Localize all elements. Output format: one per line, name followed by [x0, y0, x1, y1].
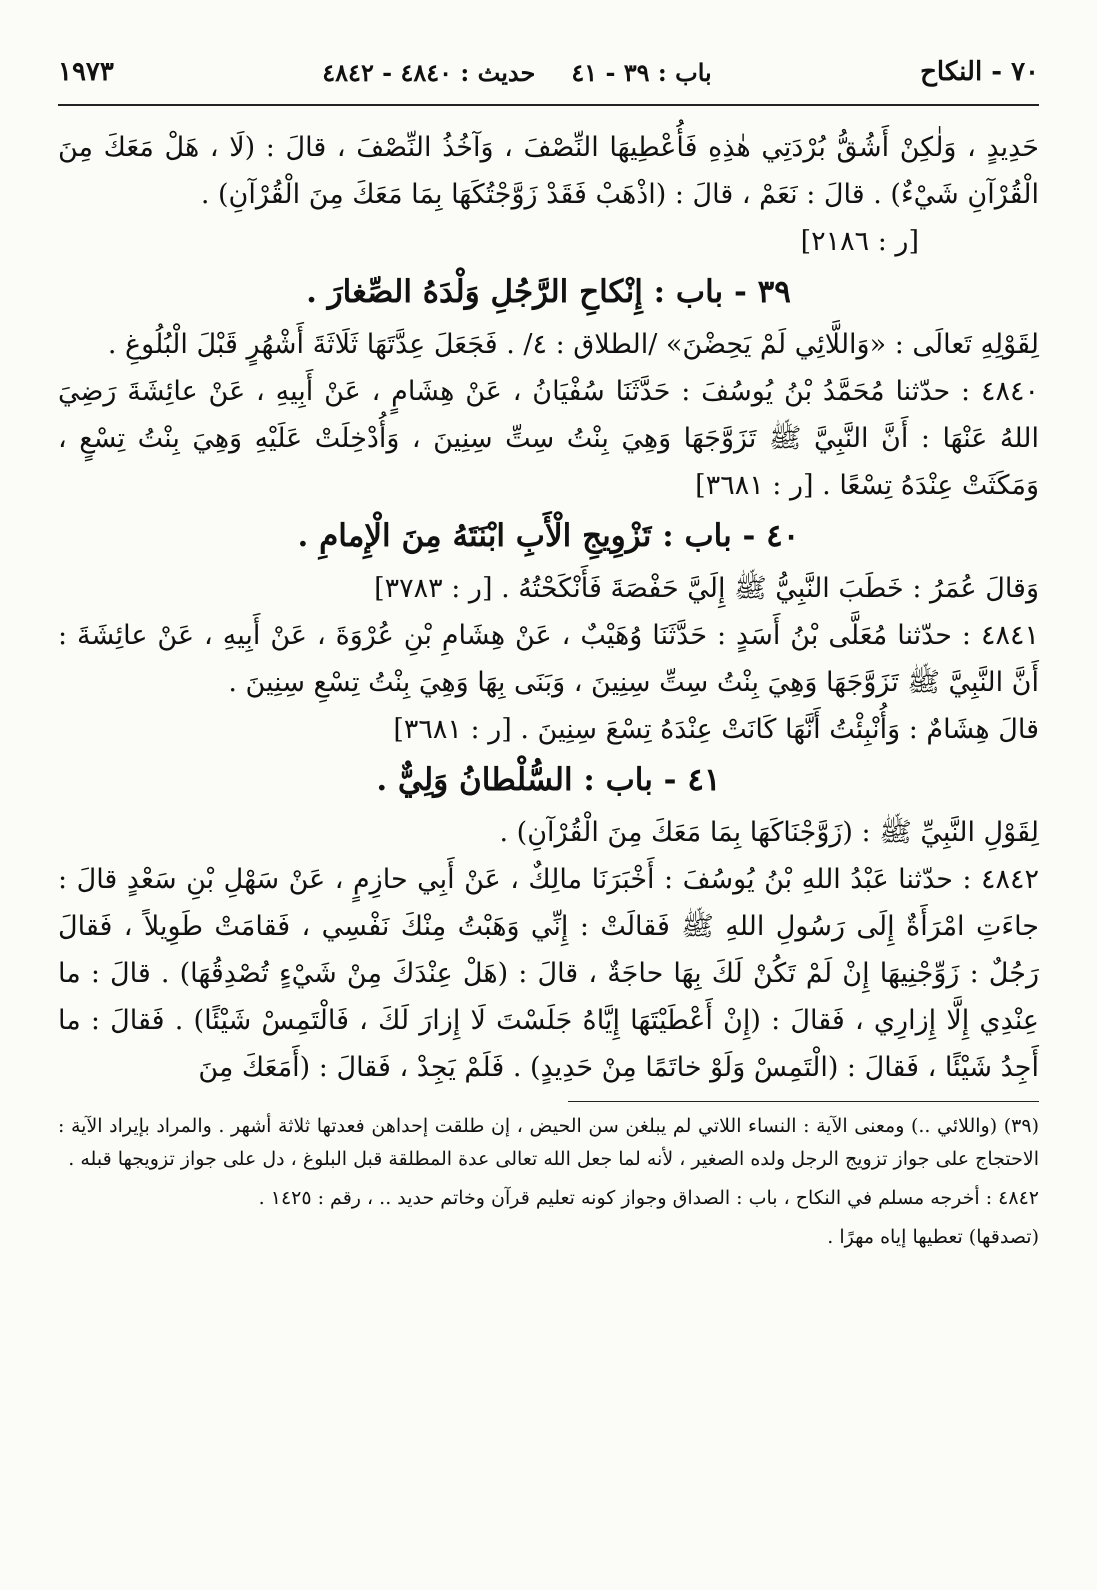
header-chapter: ٧٠ - النكاح: [920, 57, 1039, 87]
paragraph: لِقَوْلِ النَّبِيِّ ﷺ : (زَوَّجْنَاكَهَا بِمَا مَعَكَ مِنَ الْقُرْآنِ) .: [499, 817, 1039, 848]
paragraph: [58, 565, 1039, 612]
cross-reference: [ر : ٢١٨٦]: [800, 226, 919, 257]
footnotes: [58, 1110, 1039, 1254]
footnote-divider: [568, 1101, 1039, 1102]
footnote: (٣٩) (واللائي ..) ومعنى الآية : النساء اللاتي لم يبلغن سن الحيض ، إن طلقت إحداهن فعدتها ثلاثة أشهر . والمراد بإيراد الآية : الاحتجاج على جواز تزويج الرجل ولده الصغير ، لأنه لما جعل الله تعالى عدة المطلقة قبل البلوغ ، دل على جواز تزويجها قبله .: [58, 1115, 1039, 1170]
header-hadith: حديث : ٤٨٤٠ - ٤٨٤٢: [322, 57, 536, 87]
chapter-heading-39: ٣٩ - باب : إِنْكاحِ الرَّجُلِ وَلْدَهُ الصِّغارَ .: [306, 274, 791, 310]
paragraph: حَدِيدٍ ، وَلٰكِنْ أَشُقُّ بُرْدَتِي هٰذِهِ فَأُعْطِيهَا النِّصْفَ ، وَآخُذُ النِّصْفَ ، قالَ : (لَا ، هَلْ مَعَكَ مِنَ الْقُرْآنِ شَيْءٌ) . قالَ : نَعَمْ ، قالَ : (اذْهَبْ فَقَدْ زَوَّجْتُكَهَا بِمَا مَعَكَ مِنَ الْقُرْآنِ) .: [58, 132, 1039, 210]
header-bab: باب : ٣٩ - ٤١: [571, 57, 712, 87]
header-reference: [322, 58, 711, 87]
hadith-4842: ٤٨٤٢ : حدّثنا عَبْدُ اللهِ بْنُ يُوسُفَ : أَخْبَرَنَا مالِكٌ ، عَنْ أَبِي حازِمٍ ، عَنْ سَهْلِ بْنِ سَعْدٍ قالَ : جاءَتِ امْرَأَةٌ إِلَى رَسُولِ اللهِ ﷺ فَقالَتْ : إِنِّي وَهَبْتُ مِنْكَ نَفْسِي ، فَقامَتْ طَوِيلاً ، فَقالَ رَجُلٌ : زَوِّجْنِيهَا إِنْ لَمْ تَكُنْ لَكَ بِهَا حاجَةٌ ، قالَ : (هَلْ عِنْدَكَ مِنْ شَيْءٍ تُصْدِقُهَا) . قالَ : ما عِنْدِي إِلَّا إِزارِي ، فَقالَ : (إِنْ أَعْطَيْتَهَا إِيَّاهُ جَلَسْتَ لَا إِزارَ لَكَ ، فَالْتَمِسْ شَيْئًا) . فَقالَ : ما أَجِدُ شَيْئًا ، فَقالَ : (الْتَمِسْ وَلَوْ خاتَمًا مِنْ حَدِيدٍ) . فَلَمْ يَجِدْ ، فَقالَ : (أَمَعَكَ مِنَ: [58, 864, 1039, 1083]
cross-reference: [ر : ٣٦٨١]: [393, 714, 512, 745]
hadith-4841: ٤٨٤١ : حدّثنا مُعَلَّى بْنُ أَسَدٍ : حَدَّثَنَا وُهَيْبٌ ، عَنْ هِشَامِ بْنِ عُرْوَةَ ، عَنْ أَبِيهِ ، عَنْ عائِشَةَ : أَنَّ النَّبِيَّ ﷺ تَزَوَّجَهَا وَهِيَ بِنْتُ سِتِّ سِنِينَ ، وَبَنَى بِهَا وَهِيَ بِنْتُ تِسْعِ سِنِينَ .: [58, 620, 1039, 698]
page-body: [58, 124, 1039, 1091]
footnote: (تصدقها) تعطيها إياه مهرًا .: [827, 1226, 1039, 1248]
chapter-heading-41: ٤١ - باب : السُّلْطانُ وَلِيٌّ .: [376, 762, 721, 798]
footnote: ٤٨٤٢ : أخرجه مسلم في النكاح ، باب : الصداق وجواز كونه تعليم قرآن وخاتم حديد .. ، رقم : ١٤٢٥ .: [258, 1187, 1039, 1209]
cross-reference: [ر : ٣٧٨٣]: [374, 573, 493, 604]
page-header: [58, 52, 1039, 92]
hadith-text: ٤٨٤٠ : حدّثنا مُحَمَّدُ بْنُ يُوسُفَ : حَدَّثَنَا سُفْيَانُ ، عَنْ هِشَامٍ ، عَنْ أَبِيهِ ، عَنْ عائِشَةَ رَضِيَ اللهُ عَنْهَا : أَنَّ النَّبِيَّ ﷺ تَزَوَّجَهَا وَهِيَ بِنْتُ سِتِّ سِنِينَ ، وَأُدْخِلَتْ عَلَيْهِ وَهِيَ بِنْتُ تِسْعٍ ، وَمَكَثَتْ عِنْدَهُ تِسْعًا .: [58, 376, 1039, 501]
paragraph: [58, 706, 1039, 753]
hadith-text: قالَ هِشَامٌ : وَأُنْبِئْتُ أَنَّهَا كَانَتْ عِنْدَهُ تِسْعَ سِنِينَ .: [520, 714, 1039, 745]
header-divider: [58, 104, 1039, 106]
hadith-4840: [58, 368, 1039, 509]
hadith-text: وَقالَ عُمَرُ : خَطَبَ النَّبِيُّ ﷺ إِلَيَّ حَفْصَةَ فَأَنْكَحْتُهُ .: [501, 573, 1039, 604]
paragraph: لِقَوْلِهِ تَعالَى : «وَاللَّائِي لَمْ يَحِضْنَ» /الطلاق : ٤/ . فَجَعَلَ عِدَّتَهَا ثَلَاثَةَ أَشْهُرٍ قَبْلَ الْبُلُوغِ .: [107, 329, 1039, 360]
page-number: ١٩٧٣: [58, 57, 114, 87]
chapter-heading-40: ٤٠ - باب : تَزْوِيجِ الْأَبِ ابْنَتَهُ مِنَ الْإِمامِ .: [297, 518, 800, 554]
cross-reference: [ر : ٣٦٨١]: [695, 470, 814, 501]
